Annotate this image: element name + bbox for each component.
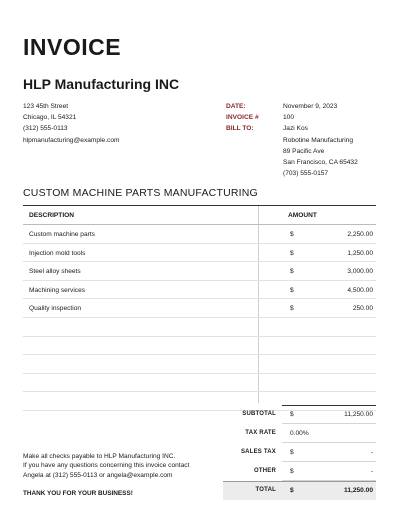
address-phone: (312) 555-0113 (23, 125, 68, 133)
address-email: hlpmanufacturing@example.com (23, 136, 120, 144)
invoice-number-value: 100 (283, 114, 295, 122)
totals-label: SUBTOTAL (242, 411, 276, 417)
table-row (23, 244, 376, 263)
date-label: DATE: (226, 103, 246, 110)
table-row (23, 299, 376, 318)
currency-symbol: $ (290, 231, 294, 238)
item-amount: 4,500.00 (347, 286, 373, 294)
meta-values (283, 101, 358, 179)
totals-cell (282, 462, 376, 481)
totals-currency: $ (290, 411, 294, 418)
totals-label: TOTAL (255, 487, 276, 493)
item-description: Custom machine parts (29, 231, 95, 238)
table-row (23, 355, 376, 374)
table-row (23, 374, 376, 393)
bill-to-company: Robotine Manufacturing (283, 136, 354, 144)
totals-currency: $ (290, 449, 294, 456)
item-description: Machining services (29, 286, 86, 294)
thank-you-text: THANK YOU FOR YOUR BUSINESS! (23, 490, 133, 497)
description-header: DESCRIPTION (29, 212, 75, 219)
totals-currency: $ (290, 487, 294, 494)
bill-to-label: BILL TO: (226, 125, 254, 133)
totals-label: SALES TAX (240, 449, 276, 455)
totals-value: 11,250.00 (344, 411, 373, 418)
table-row (23, 262, 376, 281)
bill-to-street: 89 Pacific Ave (283, 147, 325, 155)
section-title: CUSTOM MACHINE PARTS MANUFACTURING (23, 187, 258, 199)
totals-value: - (370, 468, 373, 475)
totals-currency: 0.00% (290, 430, 309, 437)
totals-row (23, 424, 376, 443)
table-header (23, 205, 376, 225)
totals-value: 11,250.00 (344, 487, 373, 494)
currency-symbol: $ (290, 305, 294, 313)
item-amount: 3,000.00 (347, 268, 373, 276)
item-description: Quality inspection (29, 305, 82, 313)
bill-to-name: Jazi Kos (283, 125, 308, 133)
table-row (23, 281, 376, 300)
note-line: If you have any questions concerning this invoice contact (23, 462, 190, 470)
note-line: Make all checks payable to HLP Manufacturing INC. (23, 453, 176, 460)
invoice-title: INVOICE (23, 34, 122, 60)
address-line: Chicago, IL 54321 (23, 114, 77, 122)
note-line: Angela at (312) 555-0113 or angela@example.com (23, 471, 173, 479)
currency-symbol: $ (290, 249, 294, 257)
invoice-number-label: INVOICE # (226, 114, 259, 122)
item-description: Injection mold tools (29, 249, 86, 257)
totals-cell (282, 443, 376, 462)
line-items-table (23, 205, 376, 411)
totals-row (23, 405, 376, 424)
table-row (23, 337, 376, 356)
table-row (23, 225, 376, 244)
bill-to-city: San Francisco, CA 65432 (283, 159, 358, 167)
from-address (23, 101, 120, 146)
item-amount: 2,250.00 (347, 231, 373, 238)
item-amount: 1,250.00 (347, 249, 373, 257)
totals-label: OTHER (254, 468, 276, 474)
payment-note (23, 452, 189, 480)
company-name: HLP Manufacturing INC (23, 76, 180, 92)
bill-to-phone: (703) 555-0157 (283, 170, 329, 178)
item-amount: 250.00 (352, 305, 373, 313)
address-line: 123 45th Street (23, 103, 69, 110)
table-row (23, 318, 376, 337)
date-value: November 9, 2023 (283, 103, 338, 110)
totals-label: TAX RATE (245, 430, 276, 436)
meta-labels (226, 101, 259, 135)
totals-currency: $ (290, 468, 294, 475)
currency-symbol: $ (290, 268, 294, 276)
item-description: Steel alloy sheets (29, 268, 81, 276)
currency-symbol: $ (290, 286, 294, 294)
totals-value: - (370, 449, 373, 456)
amount-header: AMOUNT (288, 212, 317, 219)
